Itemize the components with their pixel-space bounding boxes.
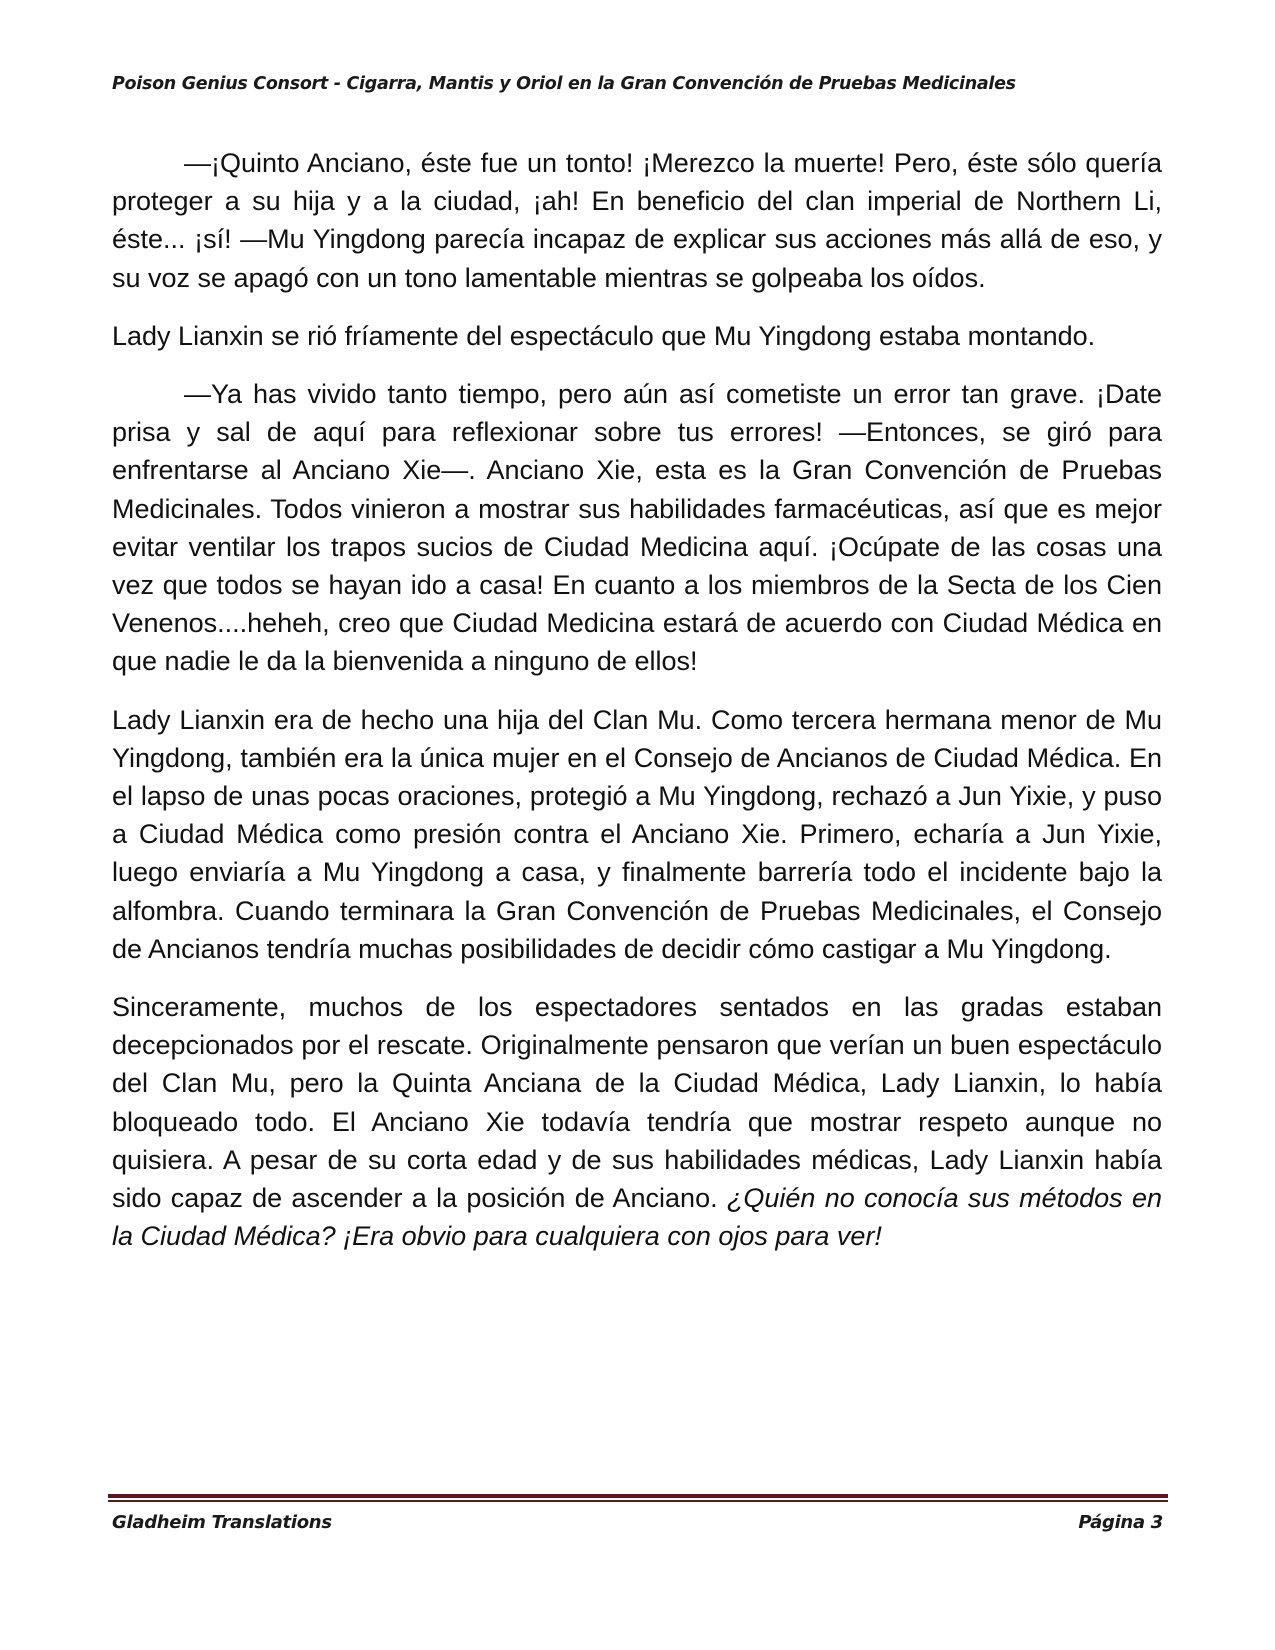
paragraph-5 bbox=[112, 988, 1162, 1255]
footer-divider-thick-line bbox=[108, 1494, 1168, 1498]
footer-page-number: Página 3 bbox=[1078, 1512, 1163, 1533]
running-header: Poison Genius Consort - Cigarra, Mantis y Oriol en la Gran Convención de Pruebas Medicinales bbox=[112, 74, 1016, 94]
paragraph-1: —¡Quinto Anciano, éste fue un tonto! ¡Merezco la muerte! Pero, éste sólo quería proteger a su hija y a la ciudad, ¡ah! En beneficio del clan imperial de Northern Li, éste... ¡sí! —Mu Yingdong parecía incapaz de explicar sus acciones más allá de eso, y su voz se apagó con un tono lamentable mientras se golpeaba los oídos. bbox=[112, 148, 1162, 293]
italic-ending: ¿Quién no conocía sus métodos en la Ciudad Médica? ¡Era obvio para cualquiera con ojos para ver! bbox=[112, 1183, 1162, 1252]
paragraph-3: —Ya has vivido tanto tiempo, pero aún así cometiste un error tan grave. ¡Date prisa y sal de aquí para reflexionar sobre tus errores! —Entonces, se giró para enfrentarse al Anciano Xie—. Anciano Xie, esta es la Gran Convención de Pruebas Medicinales. Todos vinieron a mostrar sus habilidades farmacéuticas, así que es mejor evitar ventilar los trapos sucios de Ciudad Medicina aquí. ¡Ocúpate de las cosas una vez que todos se hayan ido a casa! En cuanto a los miembros de la Secta de los Cien Venenos....heheh, creo que Ciudad Medicina estará de acuerdo con Ciudad Médica en que nadie le da la bienvenida a ninguno de ellos! bbox=[112, 379, 1162, 677]
paragraph-2: Lady Lianxin se rió fríamente del espectáculo que Mu Yingdong estaba montando. bbox=[112, 320, 1096, 351]
paragraph-4: Lady Lianxin era de hecho una hija del Clan Mu. Como tercera hermana menor de Mu Yingdong, también era la única mujer en el Consejo de Ancianos de Ciudad Médica. En el lapso de unas pocas oraciones, protegió a Mu Yingdong, rechazó a Jun Yixie, y puso a Ciudad Médica como presión contra el Anciano Xie. Primero, echaría a Jun Yixie, luego enviaría a Mu Yingdong a casa, y finalmente barrería todo el incidente bajo la alfombra. Cuando terminara la Gran Convención de Pruebas Medicinales, el Consejo de Ancianos tendría muchas posibilidades de decidir cómo castigar a Mu Yingdong. bbox=[112, 704, 1162, 964]
footer-divider bbox=[108, 1494, 1168, 1502]
document-body bbox=[112, 144, 1162, 1275]
footer-divider-thin-line bbox=[108, 1500, 1168, 1502]
footer-translator: Gladheim Translations bbox=[112, 1512, 332, 1533]
paragraph-5-text: Sinceramente, muchos de los espectadores sentados en las gradas estaban decepcionados por el rescate. Originalmente pensaron que verían un buen espectáculo del Clan Mu, pero la Quinta Anciana de la Ciudad Médica, Lady Lianxin, lo había bloqueado todo. El Anciano Xie todavía tendría que mostrar respeto aunque no quisiera. A pesar de su corta edad y de sus habilidades médicas, Lady Lianxin había sido capaz de ascender a la posición de Anciano. bbox=[112, 992, 1162, 1214]
